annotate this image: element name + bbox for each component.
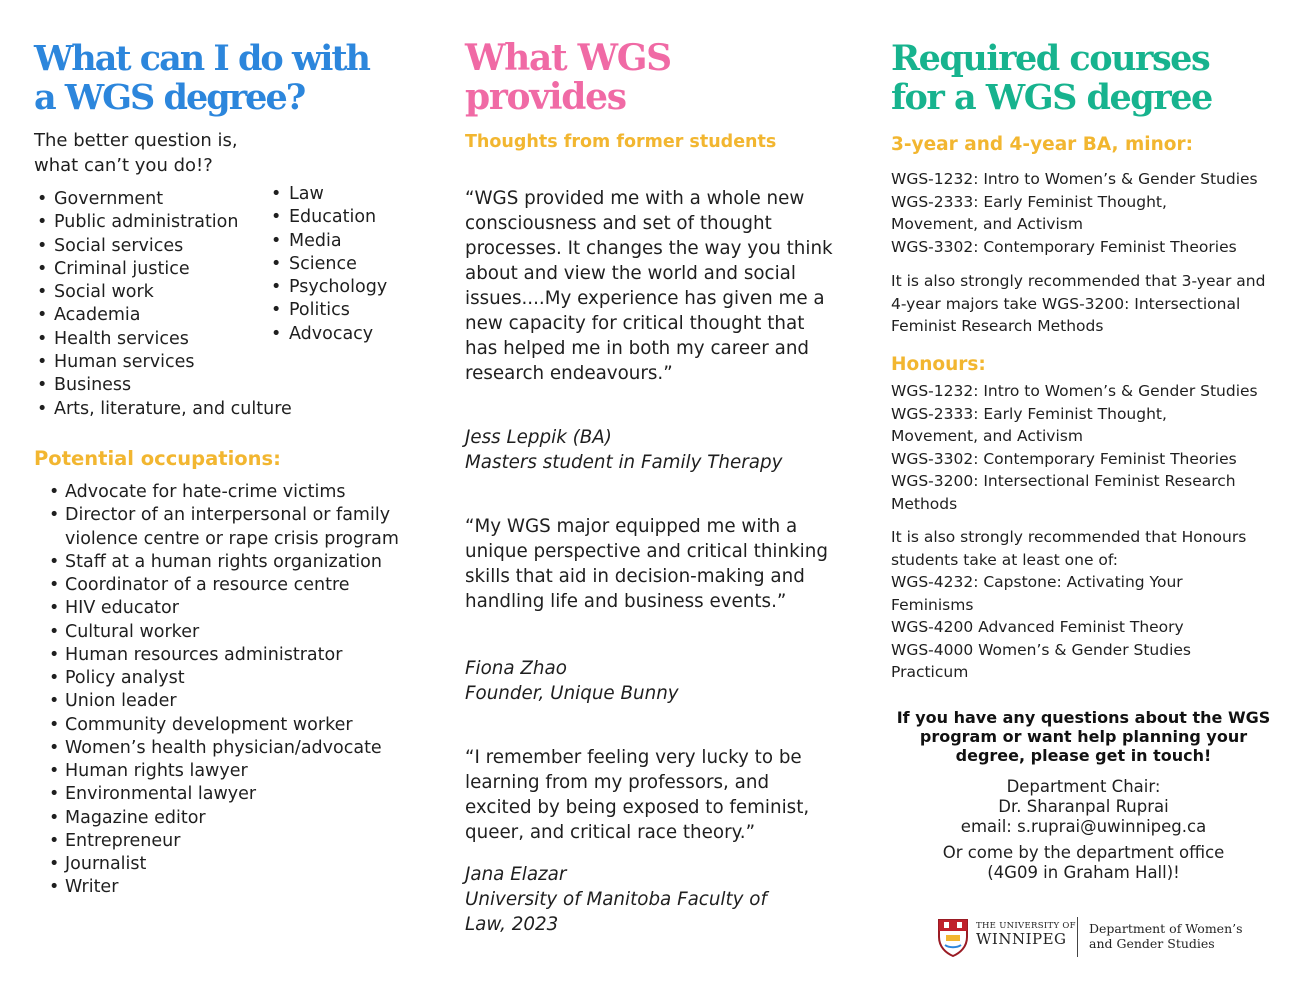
course-line: WGS-4232: Capstone: Activating Your xyxy=(891,573,1183,591)
field-item: • Health services xyxy=(34,328,324,351)
honours-heading: Honours: xyxy=(891,354,986,375)
field-item: • Psychology xyxy=(268,276,387,299)
fields-list-right xyxy=(268,183,387,346)
careers-title-line2: a WGS degree? xyxy=(34,77,305,118)
occupation-item: • Advocate for hate-crime victims xyxy=(46,481,401,504)
university-wordmark xyxy=(976,921,1076,947)
field-item: • Government xyxy=(34,188,324,211)
courses-title-line2: for a WGS degree xyxy=(891,77,1212,118)
occupation-item: • Cultural worker xyxy=(46,621,401,644)
quote-author: Fiona Zhao xyxy=(465,658,567,679)
course-line: WGS-3302: Contemporary Feminist Theories xyxy=(891,449,1237,468)
office-line: (4G09 in Graham Hall)! xyxy=(987,863,1180,882)
quote-author: Jana Elazar xyxy=(465,864,567,885)
department-line: and Gender Studies xyxy=(1089,936,1215,951)
contact-info xyxy=(891,777,1276,883)
course-line: Movement, and Activism xyxy=(891,427,1083,446)
course-line: WGS-4200 Advanced Feminist Theory xyxy=(891,618,1184,637)
university-name-big: WINNIPEG xyxy=(976,930,1067,948)
course-line: WGS-1232: Intro to Women’s & Gender Studies xyxy=(891,382,1258,400)
occupation-item: • Human rights lawyer xyxy=(46,760,401,783)
course-line: WGS-4000 Women’s & Gender Studies xyxy=(891,640,1191,659)
intro-text xyxy=(34,128,314,178)
ba-course-list xyxy=(891,168,1281,258)
course-line: WGS-1232: Intro to Women’s & Gender Studies xyxy=(891,170,1258,188)
field-item: • Arts, literature, and culture xyxy=(34,398,324,421)
occupation-item: • Policy analyst xyxy=(46,667,401,690)
department-line: Department of Women’s xyxy=(1089,921,1243,936)
occupation-item: • Coordinator of a resource centre xyxy=(46,574,401,597)
course-line: WGS-3200: Intersectional Feminist Research xyxy=(891,472,1236,491)
course-line: Practicum xyxy=(891,663,969,682)
quote-text: “WGS provided me with a whole new consciousness and set of thought processes. It changes the way you think about and view the world and social issues....My experience has given me a new capacity for critical thought that has helped me in both my career and research endeavours.” xyxy=(465,188,833,384)
quote-attribution xyxy=(465,862,810,937)
honours-elective-list xyxy=(891,571,1281,684)
quote-author-role: Founder, Unique Bunny xyxy=(465,683,679,704)
ba-heading: 3-year and 4-year BA, minor: xyxy=(891,134,1193,155)
ba-recommendation: It is also strongly recommended that 3-year and 4-year majors take WGS-3200: Intersectional Feminist Research Methods xyxy=(891,272,1266,335)
field-item: • Science xyxy=(268,253,387,276)
university-logo xyxy=(936,915,1276,959)
occupation-item: • Women’s health physician/advocate xyxy=(46,737,401,760)
testimonials-subheading: Thoughts from former students xyxy=(465,132,777,152)
careers-title-line1: What can I do with xyxy=(34,38,370,79)
course-line: WGS-2333: Early Feminist Thought, xyxy=(891,192,1167,211)
quote-attribution xyxy=(465,656,835,706)
contact-call-to-action: If you have any questions about the WGS program or want help planning your degree, please get in touch! xyxy=(896,708,1271,765)
course-line: WGS-2333: Early Feminist Thought, xyxy=(891,404,1167,423)
quote-text: “I remember feeling very lucky to be learning from my professors, and excited by being exposed to feminist, queer, and critical race theory.” xyxy=(465,747,810,843)
testimonials-title-line2: provides xyxy=(465,76,626,118)
field-item: • Human services xyxy=(34,351,324,374)
honours-course-list xyxy=(891,380,1281,516)
office-line: Or come by the department office xyxy=(942,843,1225,862)
courses-title xyxy=(891,39,1212,117)
chair-label: Department Chair: xyxy=(1006,777,1161,796)
occupation-item: • HIV educator xyxy=(46,597,401,620)
field-item: • Public administration xyxy=(34,211,324,234)
field-item: • Advocacy xyxy=(268,323,387,346)
field-item: • Criminal justice xyxy=(34,258,324,281)
field-item: • Law xyxy=(268,183,387,206)
chair-name: Dr. Sharanpal Ruprai xyxy=(998,797,1169,816)
occupation-item: • Community development worker xyxy=(46,714,401,737)
field-item: • Business xyxy=(34,374,324,397)
field-item: • Education xyxy=(268,206,387,229)
occupation-item: • Environmental lawyer xyxy=(46,783,401,806)
courses-title-line1: Required courses xyxy=(891,38,1210,79)
field-item: • Politics xyxy=(268,299,387,322)
field-item: • Social work xyxy=(34,281,324,304)
intro-line: what can’t you do!? xyxy=(34,155,213,176)
testimonials-title xyxy=(465,39,671,117)
quote-text: “My WGS major equipped me with a unique perspective and critical thinking skills that aid in decision-making and handling life and business events.” xyxy=(465,516,828,612)
occupation-item: • Journalist xyxy=(46,853,401,876)
occupations-heading: Potential occupations: xyxy=(34,447,281,470)
chair-email: email: s.ruprai@uwinnipeg.ca xyxy=(960,817,1207,836)
quote-attribution xyxy=(465,425,835,475)
occupation-item: • Magazine editor xyxy=(46,807,401,830)
occupation-item: • Writer xyxy=(46,876,401,899)
course-line: WGS-3302: Contemporary Feminist Theories xyxy=(891,237,1237,256)
occupation-item: • Union leader xyxy=(46,690,401,713)
university-name-small: THE UNIVERSITY OF xyxy=(976,921,1076,931)
occupations-list xyxy=(46,481,401,900)
honours-recommendation: It is also strongly recommended that Honours students take at least one of: xyxy=(891,528,1247,569)
occupation-item: • Director of an interpersonal or family violence centre or rape crisis program xyxy=(46,504,401,551)
course-line: Movement, and Activism xyxy=(891,215,1083,234)
occupation-item: • Human resources administrator xyxy=(46,644,401,667)
intro-line: The better question is, xyxy=(34,130,238,151)
university-crest-icon xyxy=(936,917,970,957)
quote-author: Jess Leppik (BA) xyxy=(465,427,612,448)
logo-divider xyxy=(1077,917,1078,957)
course-line: Feminisms xyxy=(891,595,974,614)
quote-author-role: Masters student in Family Therapy xyxy=(465,452,783,473)
careers-title xyxy=(34,39,369,117)
occupation-item: • Staff at a human rights organization xyxy=(46,551,401,574)
occupation-item: • Entrepreneur xyxy=(46,830,401,853)
field-item: • Academia xyxy=(34,304,324,327)
field-item: • Social services xyxy=(34,235,324,258)
field-item: • Media xyxy=(268,230,387,253)
department-name xyxy=(1089,921,1243,951)
testimonials-title-line1: What WGS xyxy=(465,37,671,79)
quote-author-role: University of Manitoba Faculty of Law, 2023 xyxy=(465,889,767,935)
course-line: Methods xyxy=(891,494,958,513)
